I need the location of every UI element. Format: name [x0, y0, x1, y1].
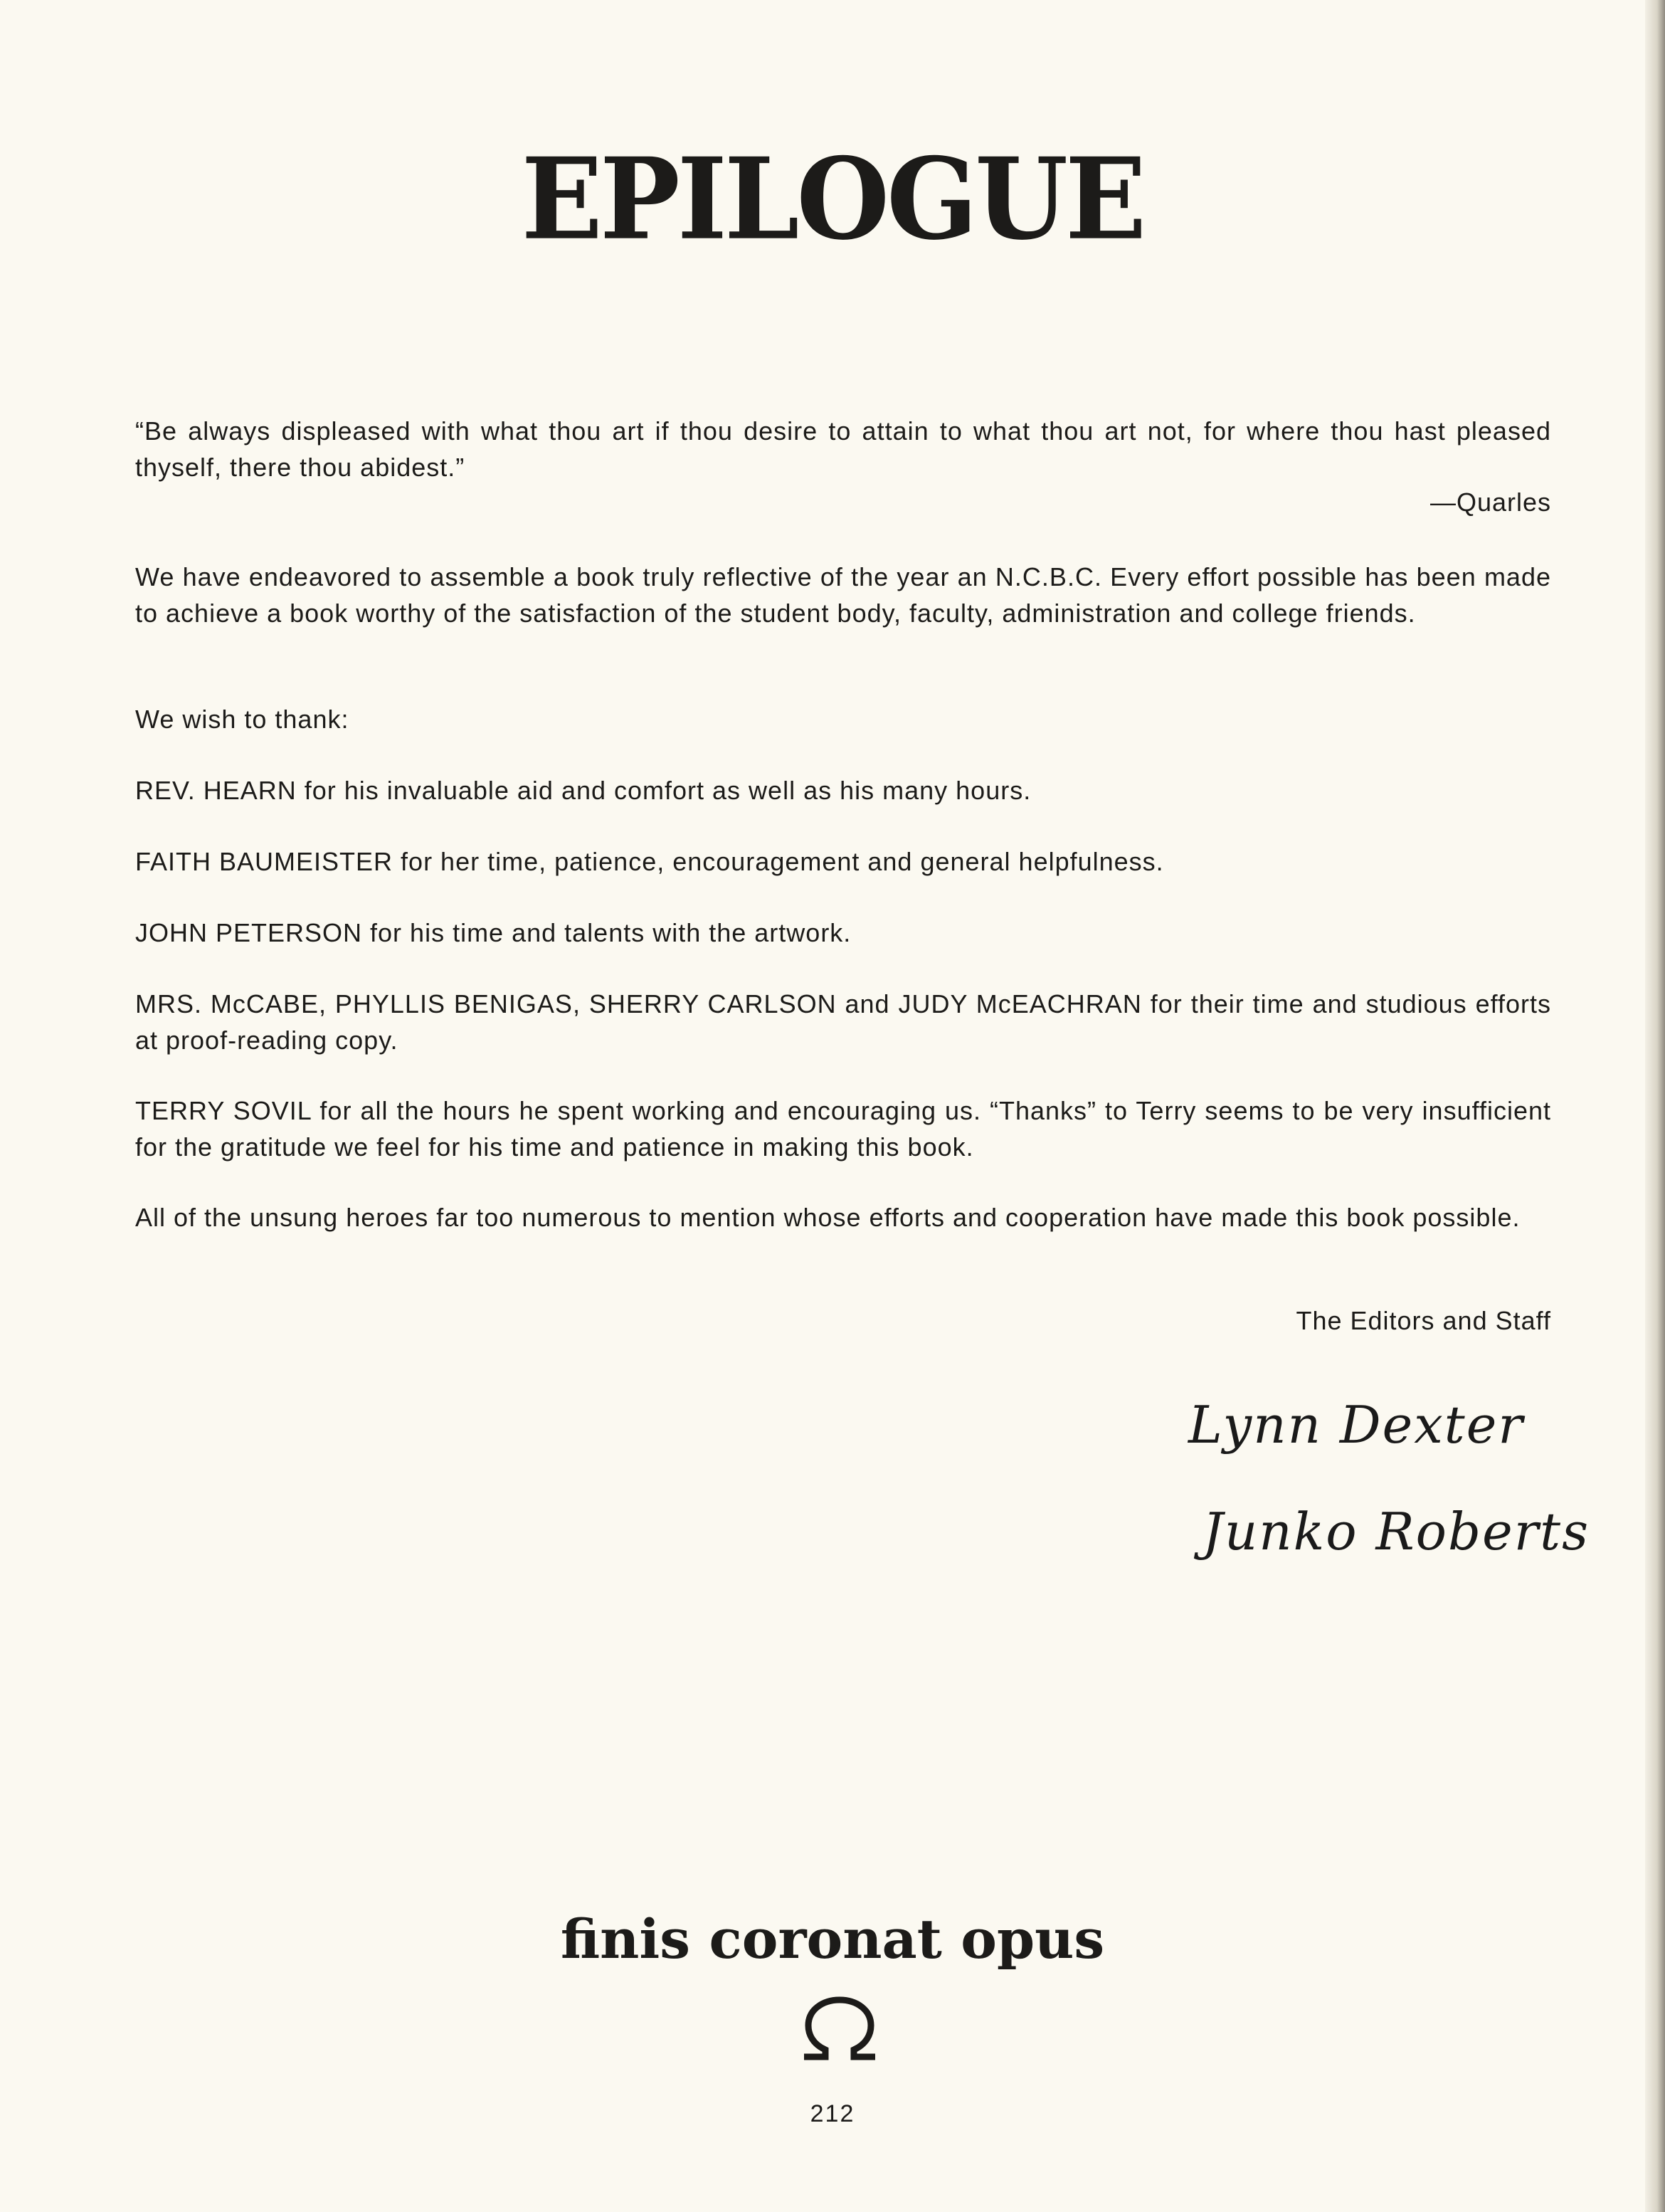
closing-signoff: The Editors and Staff [1296, 1306, 1551, 1335]
intro-paragraph: We have endeavored to assemble a book truly reflective of the year an N.C.B.C. Every effort possible has been made to achieve a book worthy of the satisfaction of the student body, faculty, administration and college friends. [135, 562, 1551, 628]
signature-junko-roberts: Junko Roberts [1202, 1502, 1590, 1561]
omega-icon [797, 1993, 882, 2064]
epigraph-attribution: —Quarles [1429, 488, 1551, 517]
signature-lynn-dexter: Lynn Dexter [1188, 1395, 1524, 1455]
thanks-hearn: REV. HEARN for his invaluable aid and comfort as well as his many hours. [135, 776, 1032, 805]
thanks-peterson: JOHN PETERSON for his time and talents with the artwork. [135, 918, 852, 947]
thanks-sovil: TERRY SOVIL for all the hours he spent working and encouraging us. “Thanks” to Terry seems to be very insufficient for the gratitude we feel for his time and patience in making this book. [135, 1096, 1551, 1162]
epigraph-quote: “Be always displeased with what thou art if thou desire to attain to what thou art not, for where thou hast pleased thyself, there thou abidest.” [135, 416, 1551, 482]
thanks-baumeister: FAITH BAUMEISTER for her time, patience, encouragement and general helpfulness. [135, 847, 1164, 876]
thanks-heading: We wish to thank: [135, 705, 349, 734]
thanks-unsung-heroes: All of the unsung heroes far too numerous to mention whose efforts and cooperation have made this book possible. [135, 1203, 1521, 1232]
page-edge [1645, 0, 1665, 2212]
page-title: EPILOGUE [521, 133, 1144, 265]
closing-motto: finis coronat opus [560, 1907, 1105, 1971]
page-number: 212 [810, 2100, 855, 2127]
thanks-proofreaders: MRS. McCABE, PHYLLIS BENIGAS, SHERRY CARLSON and JUDY McEACHRAN for their time and studious efforts at proof-reading copy. [135, 989, 1551, 1055]
